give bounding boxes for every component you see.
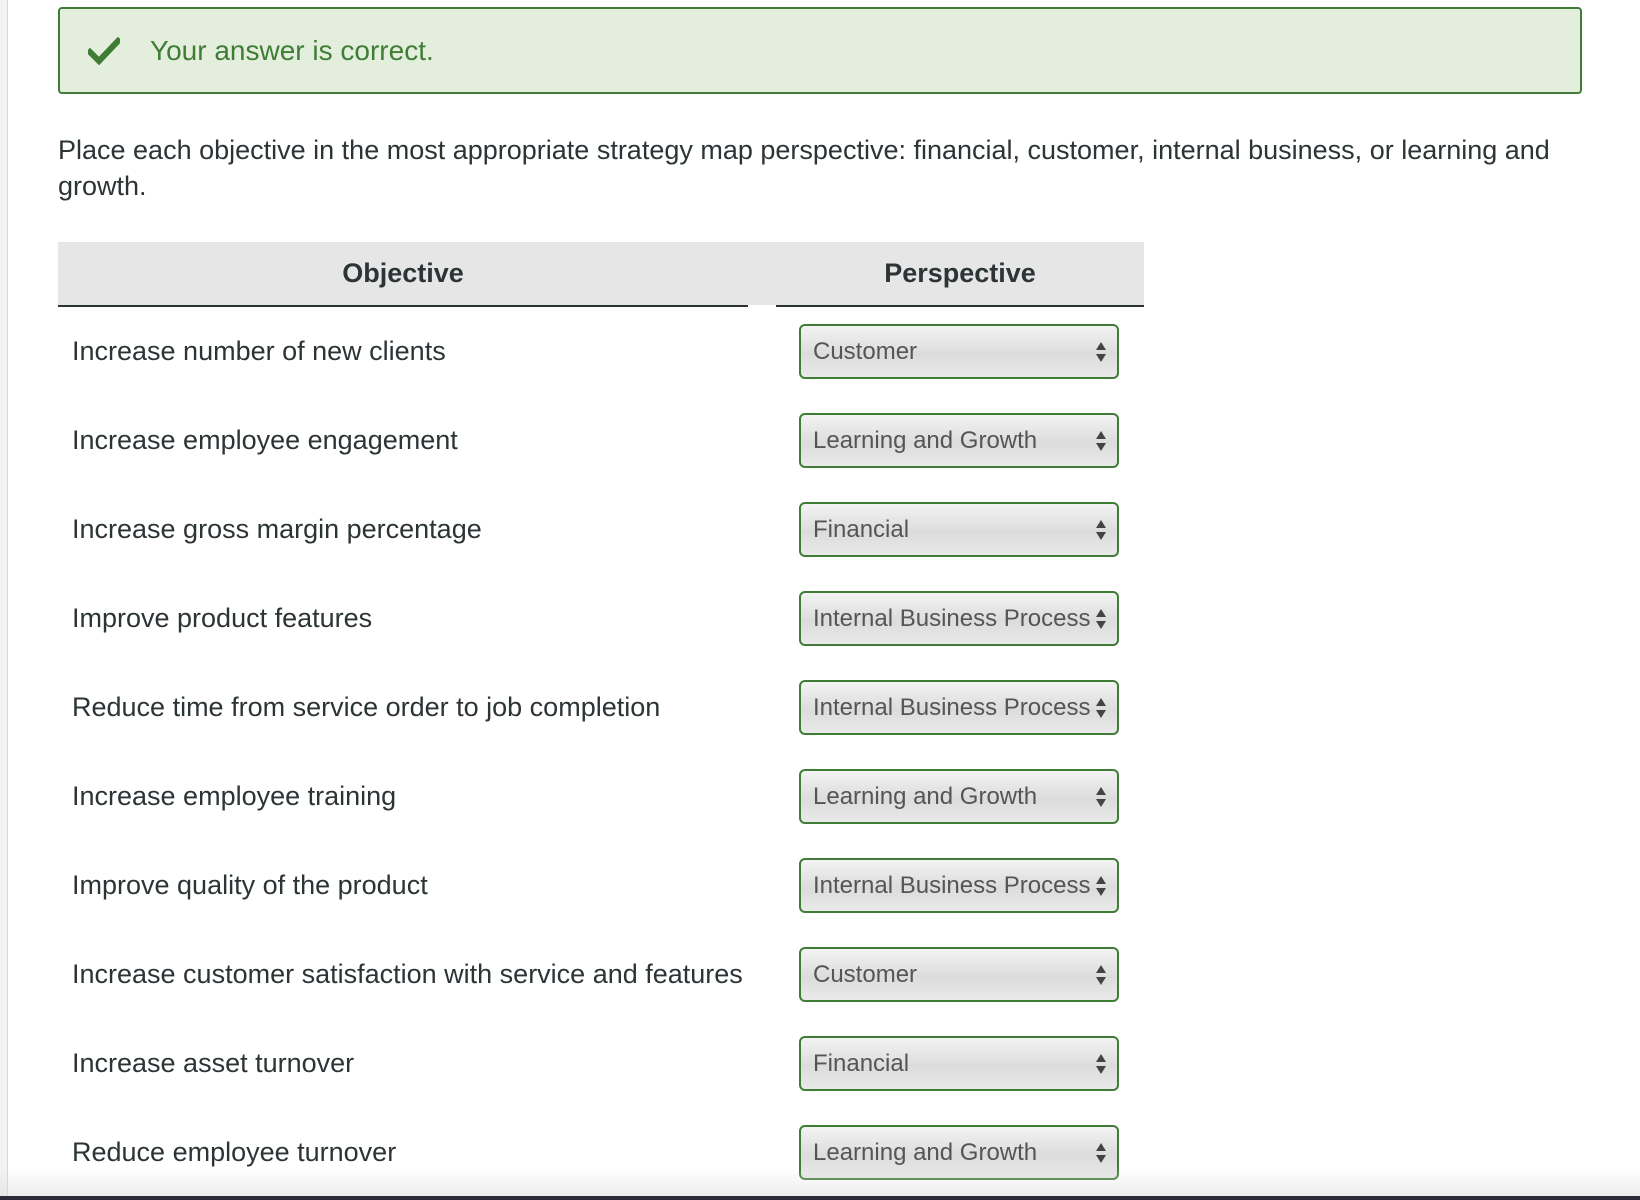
header-objective: Objective bbox=[58, 242, 748, 307]
table-row bbox=[58, 841, 1144, 930]
up-down-arrows-icon bbox=[1095, 874, 1107, 898]
up-down-arrows-icon bbox=[1095, 1052, 1107, 1076]
up-down-arrows-icon bbox=[1095, 340, 1107, 364]
objective-text: Improve quality of the product bbox=[72, 870, 428, 900]
feedback-banner bbox=[58, 7, 1582, 94]
perspective-select[interactable] bbox=[799, 1036, 1119, 1091]
up-down-arrows-icon bbox=[1095, 696, 1107, 720]
table-row bbox=[58, 663, 1144, 752]
objective-text: Increase gross margin percentage bbox=[72, 514, 482, 544]
objective-text: Increase employee engagement bbox=[72, 425, 458, 455]
perspective-selected-value: Customer bbox=[813, 960, 918, 988]
perspective-selected-value: Internal Business Process bbox=[813, 693, 1091, 721]
up-down-arrows-icon bbox=[1095, 963, 1107, 987]
table-body bbox=[58, 307, 1144, 1197]
up-down-arrows-icon bbox=[1095, 518, 1107, 542]
answer-table bbox=[58, 242, 1144, 1197]
feedback-message: Your answer is correct. bbox=[150, 34, 434, 66]
table-row bbox=[58, 1019, 1144, 1108]
header-perspective: Perspective bbox=[776, 242, 1144, 307]
perspective-select[interactable] bbox=[799, 502, 1119, 557]
perspective-select[interactable] bbox=[799, 680, 1119, 735]
table-row bbox=[58, 307, 1144, 396]
objective-text: Reduce employee turnover bbox=[72, 1137, 397, 1167]
perspective-selected-value: Internal Business Process bbox=[813, 604, 1091, 632]
table-row bbox=[58, 485, 1144, 574]
perspective-selected-value: Learning and Growth bbox=[813, 426, 1038, 454]
left-border bbox=[0, 0, 8, 1200]
perspective-select[interactable] bbox=[799, 947, 1119, 1002]
checkmark-icon bbox=[88, 35, 120, 67]
perspective-selected-value: Learning and Growth bbox=[813, 1138, 1038, 1166]
objective-text: Increase employee training bbox=[72, 781, 397, 811]
perspective-select[interactable] bbox=[799, 858, 1119, 913]
bottom-edge bbox=[0, 1196, 1640, 1200]
objective-text: Improve product features bbox=[72, 603, 373, 633]
perspective-selected-value: Customer bbox=[813, 337, 918, 365]
question-text: Place each objective in the most appropriate strategy map perspective: financial, customer, internal business, or learning and growth. bbox=[58, 135, 1550, 201]
up-down-arrows-icon bbox=[1095, 785, 1107, 809]
table-row bbox=[58, 930, 1144, 1019]
table-row bbox=[58, 574, 1144, 663]
perspective-selected-value: Financial bbox=[813, 515, 910, 543]
objective-text: Increase customer satisfaction with service and features bbox=[72, 959, 743, 989]
perspective-selected-value: Internal Business Process bbox=[813, 871, 1091, 899]
header-gap bbox=[748, 242, 776, 305]
objective-text: Increase number of new clients bbox=[72, 336, 446, 366]
objective-text: Reduce time from service order to job completion bbox=[72, 692, 661, 722]
perspective-select[interactable] bbox=[799, 413, 1119, 468]
perspective-select[interactable] bbox=[799, 769, 1119, 824]
table-header bbox=[58, 242, 1144, 307]
perspective-selected-value: Financial bbox=[813, 1049, 910, 1077]
perspective-selected-value: Learning and Growth bbox=[813, 782, 1038, 810]
up-down-arrows-icon bbox=[1095, 607, 1107, 631]
up-down-arrows-icon bbox=[1095, 429, 1107, 453]
objective-text: Increase asset turnover bbox=[72, 1048, 355, 1078]
table-row bbox=[58, 396, 1144, 485]
up-down-arrows-icon bbox=[1095, 1141, 1107, 1165]
table-row bbox=[58, 752, 1144, 841]
perspective-select[interactable] bbox=[799, 324, 1119, 379]
perspective-select[interactable] bbox=[799, 591, 1119, 646]
